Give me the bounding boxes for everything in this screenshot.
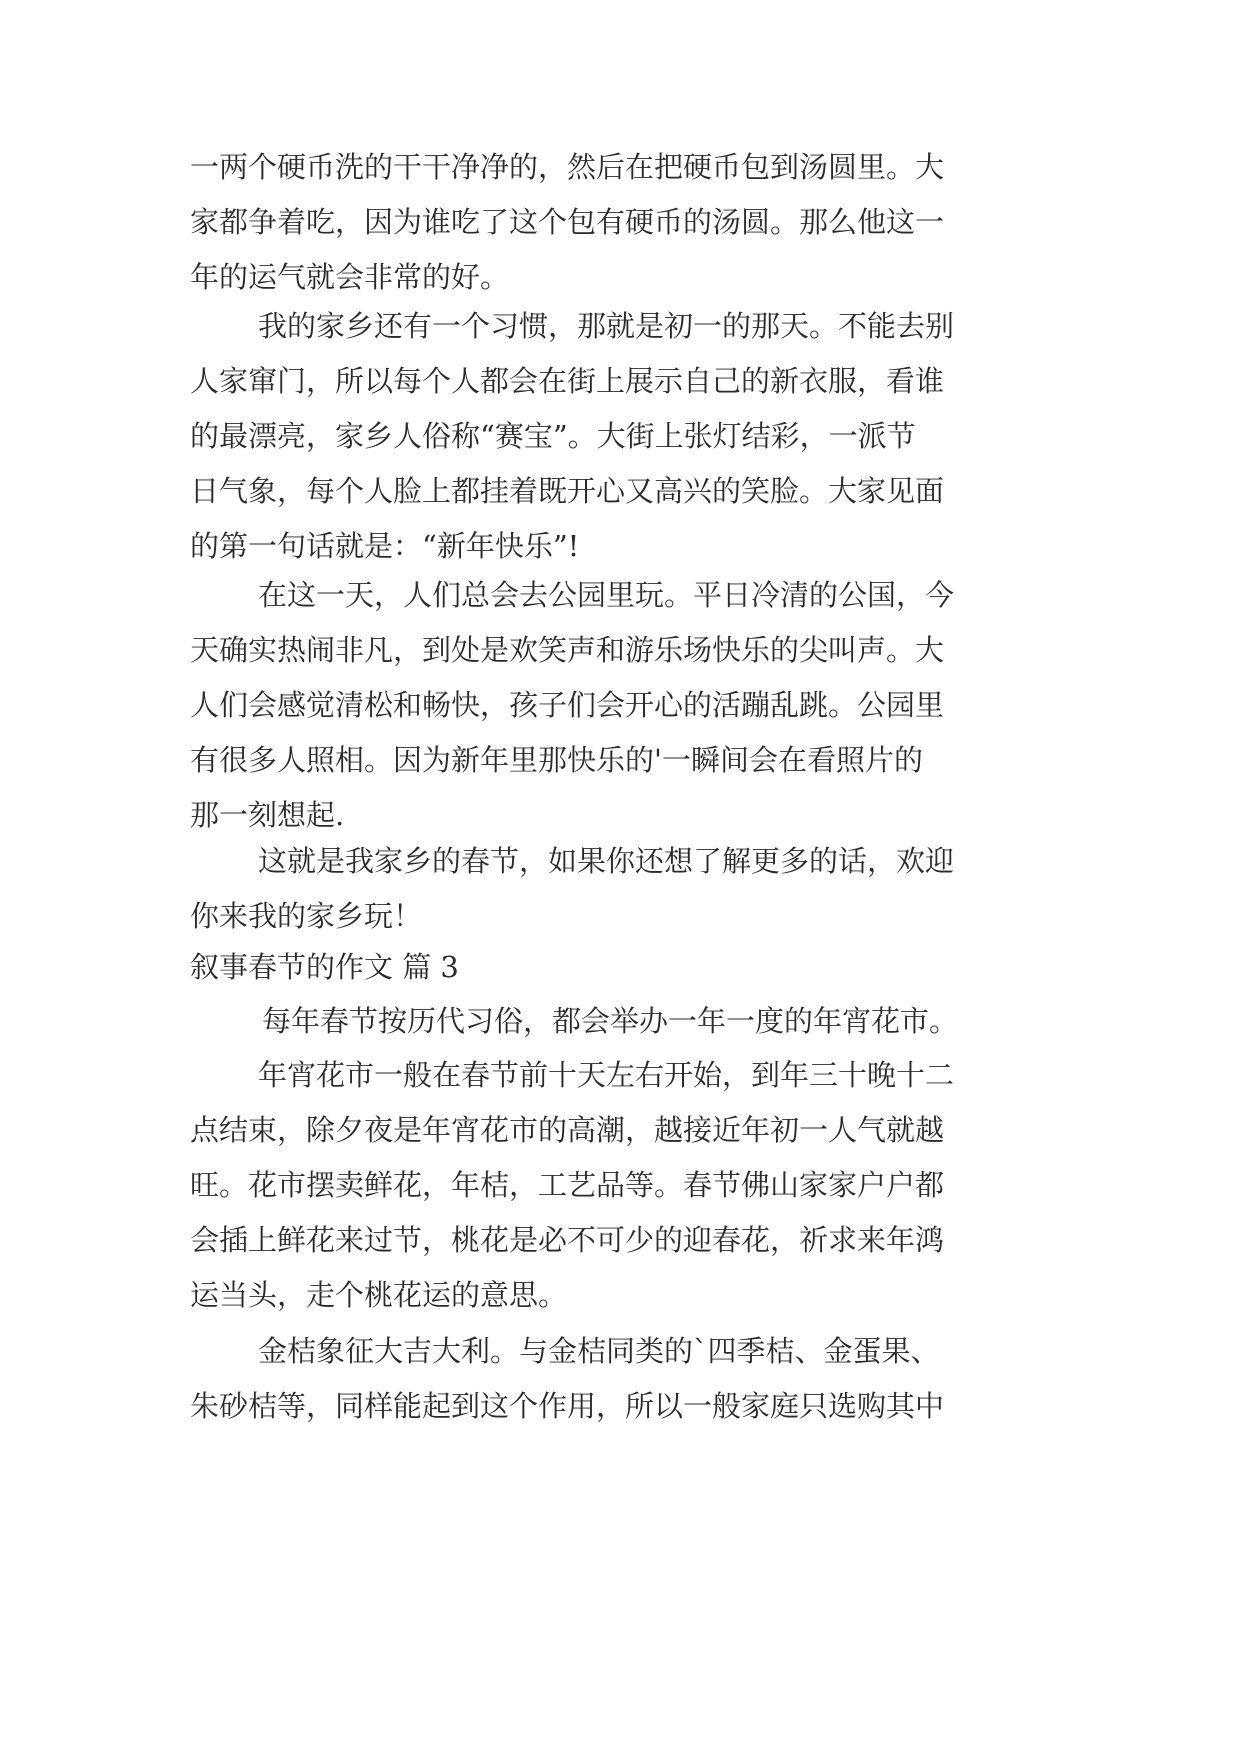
heading-text: 叙事春节的作文 篇 3 <box>190 950 459 984</box>
text-line: 运当头，走个桃花运的意思。 <box>190 1278 568 1312</box>
section-heading <box>190 940 1090 995</box>
text-line: 一两个硬币洗的干干净净的，然后在把硬币包到汤圆里。大 <box>190 150 945 184</box>
text-line: 天确实热闹非凡，到处是欢笑声和游乐场快乐的尖叫声。大 <box>190 633 945 667</box>
text-line: 那一刻想起. <box>190 798 345 832</box>
text-line: 日气象，每个人脸上都挂着既开心又高兴的笑脸。大家见面 <box>190 474 945 508</box>
text-line: 会插上鲜花来过节，桃花是必不可少的迎春花，祈求来年鸿 <box>190 1223 945 1257</box>
text-line: 的最漂亮，家乡人俗称“赛宝”。大街上张灯结彩，一派节 <box>190 419 916 453</box>
paragraph-flower-market-intro <box>190 994 1090 1049</box>
text-line: 的第一句话就是：“新年快乐”! <box>190 529 580 563</box>
text-line: 旺。花市摆卖鲜花，年桔，工艺品等。春节佛山家家户户都 <box>190 1168 945 1202</box>
paragraph-flower-market <box>190 1048 1090 1323</box>
text-line: 在这一天，人们总会去公园里玩。平日冷清的公国，今 <box>258 578 955 612</box>
paragraph-custom <box>190 299 1090 574</box>
paragraph-kumquat <box>190 1324 1090 1434</box>
text-line: 这就是我家乡的春节，如果你还想了解更多的话，欢迎 <box>258 844 955 878</box>
paragraph-conclusion <box>190 834 1090 944</box>
text-line: 你来我的家乡玩！ <box>190 899 423 933</box>
text-line: 朱砂桔等，同样能起到这个作用，所以一般家庭只选购其中 <box>190 1389 945 1423</box>
text-line: 有很多人照相。因为新年里那快乐的'一瞬间会在看照片的 <box>190 743 923 777</box>
text-line: 人们会感觉清松和畅快，孩子们会开心的活蹦乱跳。公园里 <box>190 688 945 722</box>
paragraph-park <box>190 568 1090 843</box>
text-line: 我的家乡还有一个习惯，那就是初一的那天。不能去别 <box>258 309 955 343</box>
paragraph-coins <box>190 140 1090 305</box>
text-line: 金桔象征大吉大利。与金桔同类的`四季桔、金蛋果、 <box>258 1334 940 1368</box>
text-line: 每年春节按历代习俗，都会举办一年一度的年宵花市。 <box>262 1004 959 1038</box>
text-line: 年的运气就会非常的好。 <box>190 260 510 294</box>
text-line: 年宵花市一般在春节前十天左右开始，到年三十晚十二 <box>258 1058 955 1092</box>
text-line: 人家窜门，所以每个人都会在街上展示自己的新衣服，看谁 <box>190 364 945 398</box>
text-line: 家都争着吃，因为谁吃了这个包有硬币的汤圆。那么他这一 <box>190 205 945 239</box>
text-line: 点结束，除夕夜是年宵花市的高潮，越接近年初一人气就越 <box>190 1113 945 1147</box>
